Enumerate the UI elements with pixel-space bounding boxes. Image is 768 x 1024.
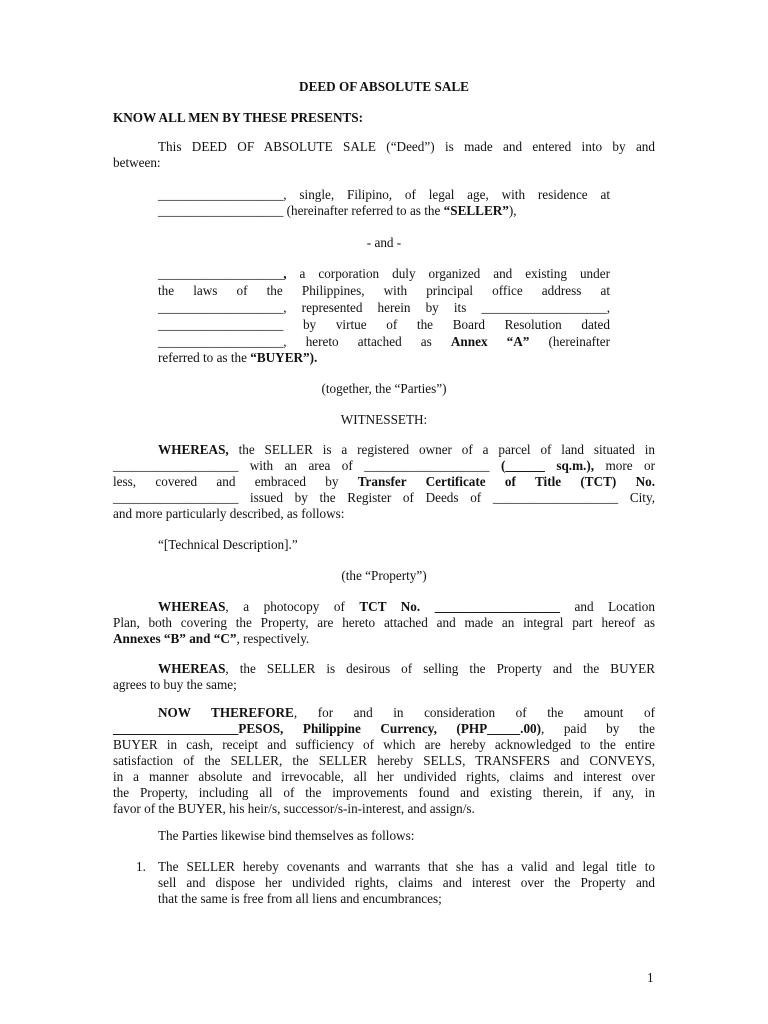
whereas-3-paragraph: WHEREAS, the SELLER is desirous of selling the Property and the BUYER agrees to buy the same; xyxy=(113,661,655,692)
now-therefore-paragraph: NOW THEREFORE, for and in consideration of the amount of ___________________PESOS, Philippine Currency, (PHP_____.00), paid by the BUYER in cash, receipt and sufficiency of which are hereby acknowledged to the entire satisfaction of the SELLER, the SELLER hereby SELLS, TRANSFERS and CONVEYS, in a manner absolute and irrevocable, all her undivided rights, claims and interest over the Property, including all of the improvements found and existing therein, if any, in favor of the BUYER, his heir/s, successor/s-in-interest, and assign/s. xyxy=(113,705,655,816)
know-all-heading: KNOW ALL MEN BY THESE PRESENTS: xyxy=(113,110,364,125)
technical-description: “[Technical Description].” xyxy=(158,537,298,552)
witnesseth-heading: WITNESSETH: xyxy=(340,412,428,427)
parties-note: (together, the “Parties”) xyxy=(321,381,447,396)
buyer-block: ___________________, a corporation duly organized and existing under the laws of the Philippines, with principal office address at ___________________, represented herein by its ___________________, ___________________ by virtue of the Board Resolution dated ___________________, hereto attached as Annex “A” (hereinafter referred to as the “BUYER”). xyxy=(158,266,610,365)
page-number: 1 xyxy=(647,970,654,985)
and-separator: - and - xyxy=(366,235,402,250)
seller-block: ___________________, single, Filipino, of legal age, with residence at ___________________ (hereinafter referred to as the “SELLER”), xyxy=(158,187,610,218)
item-1-text: The SELLER hereby covenants and warrants that she has a valid and legal title to sell and dispose her undivided rights, claims and interest over the Property and that the same is free from all liens and encumbrances; xyxy=(158,859,655,906)
whereas-2-paragraph: WHEREAS, a photocopy of TCT No. ___________________ and Location Plan, both covering the Property, are hereto attached and made an integral part hereof as Annexes “B” and “C”, respectively. xyxy=(113,599,655,646)
item-1-number: 1. xyxy=(136,859,146,874)
whereas-1-paragraph: WHEREAS, the SELLER is a registered owner of a parcel of land situated in ___________________ with an area of ___________________ (______ sq.m.), more or less, covered and embraced by Transfer Certificate of Title (TCT) No. ___________________ issued by the Register of Deeds of ___________________ City, and more particularly described, as follows: xyxy=(113,442,655,521)
intro-paragraph: This DEED OF ABSOLUTE SALE (“Deed”) is made and entered into by and between: xyxy=(113,139,655,170)
document-title: DEED OF ABSOLUTE SALE xyxy=(299,79,469,94)
bind-statement: The Parties likewise bind themselves as follows: xyxy=(158,828,415,843)
property-note: (the “Property”) xyxy=(341,568,427,583)
